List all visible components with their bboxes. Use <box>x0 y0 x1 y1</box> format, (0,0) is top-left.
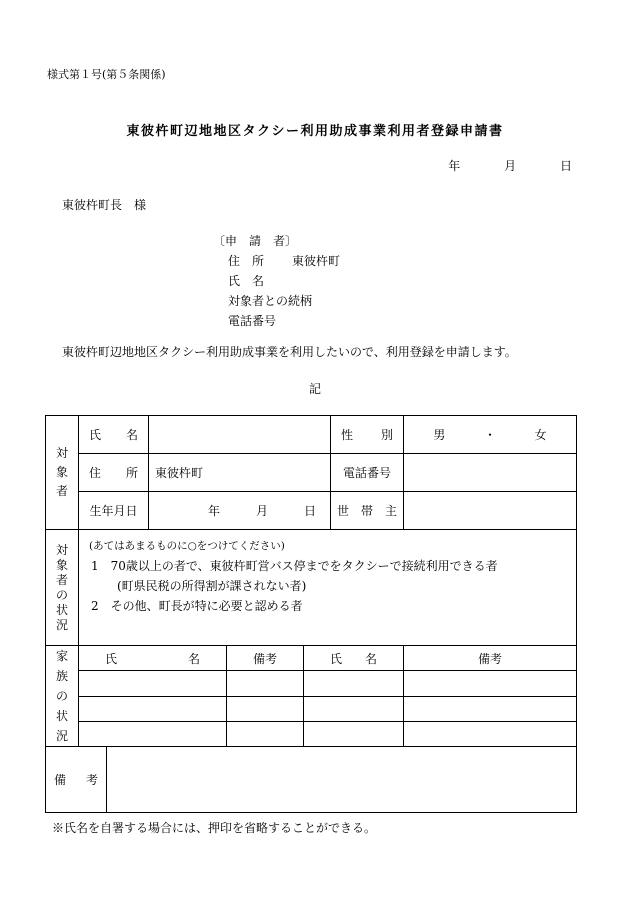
situation-heading: 対 象 者 の 状 況 <box>46 530 79 646</box>
family-remarks-field[interactable] <box>227 671 304 696</box>
situation-instruction: (あてはあまるものに○をつけてください) <box>89 540 285 552</box>
table-row <box>46 492 577 530</box>
name-field[interactable] <box>149 416 331 454</box>
family-remarks-header-2: 備考 <box>404 646 577 671</box>
name-label: 氏 名 <box>79 416 149 454</box>
sex-male: 男 <box>433 428 446 442</box>
applicant-address-label: 住 所 <box>228 254 265 268</box>
household-field[interactable] <box>404 492 577 530</box>
date-line <box>426 157 572 174</box>
birth-field[interactable]: 年 月 日 <box>149 492 331 530</box>
address-label: 住 所 <box>79 454 149 492</box>
family-heading: 家 族 の 状 況 <box>46 646 79 747</box>
date-month: 月 <box>504 159 517 173</box>
table-row <box>46 696 577 721</box>
table-row <box>46 721 577 746</box>
family-remarks-field[interactable] <box>404 721 577 746</box>
phone-field[interactable] <box>404 454 577 492</box>
family-remarks-field[interactable] <box>404 671 577 696</box>
phone-label: 電話番号 <box>331 454 404 492</box>
date-year: 年 <box>448 159 461 173</box>
applicant-relation-label: 対象者との続柄 <box>228 294 313 308</box>
document-title: 東彼杵町辺地地区タクシー利用助成事業利用者登録申請書 <box>126 124 504 139</box>
situation-item-2[interactable]: 2 その他、町長が特に必要と認める者 <box>91 599 303 613</box>
subject-heading: 対 象 者 <box>46 416 79 530</box>
applicant-phone-label: 電話番号 <box>228 314 277 328</box>
sex-label: 性 別 <box>331 416 404 454</box>
application-table <box>45 415 577 813</box>
sex-field[interactable]: 男 ・ 女 <box>404 416 577 454</box>
sex-female: 女 <box>534 428 547 442</box>
situation-cell[interactable] <box>79 530 577 646</box>
applicant-address-row <box>213 251 340 271</box>
family-name-field[interactable] <box>304 721 404 746</box>
table-row <box>46 416 577 454</box>
address-field[interactable]: 東彼杵町 <box>149 454 331 492</box>
family-name-header: 氏 名 <box>79 646 227 671</box>
family-name-field[interactable] <box>79 721 227 746</box>
family-remarks-field[interactable] <box>227 696 304 721</box>
family-remarks-header: 備考 <box>227 646 304 671</box>
remarks-field[interactable] <box>107 747 577 813</box>
table-row <box>46 671 577 696</box>
table-row <box>46 454 577 492</box>
situation-item-1[interactable]: 1 70歳以上の者で、東彼杵町営バス停までをタクシーで接続利用できる者 <box>91 559 498 573</box>
birth-label: 生年月日 <box>79 492 149 530</box>
ki-heading: 記 <box>308 382 321 396</box>
footnote: ※氏名を自署する場合には、押印を省略することができる。 <box>52 821 377 835</box>
remarks-label: 備 考 <box>46 747 107 813</box>
household-label: 世 帯 主 <box>331 492 404 530</box>
applicant-address-value: 東彼杵町 <box>292 254 341 268</box>
family-remarks-field[interactable] <box>404 696 577 721</box>
family-name-field[interactable] <box>304 671 404 696</box>
family-name-header-2: 氏 名 <box>304 646 404 671</box>
date-day: 日 <box>559 159 572 173</box>
form-number: 様式第１号(第５条関係) <box>47 68 166 81</box>
situation-item-1-note: (町県民税の所得割が課されない者) <box>117 579 307 593</box>
table-row <box>46 747 577 813</box>
family-name-field[interactable] <box>304 696 404 721</box>
applicant-heading: 〔申 請 者〕 <box>213 234 298 248</box>
application-statement: 東彼杵町辺地地区タクシー利用助成事業を利用したいので、利用登録を申請します。 <box>62 345 517 359</box>
family-name-field[interactable] <box>79 671 227 696</box>
family-remarks-field[interactable] <box>227 721 304 746</box>
applicant-block <box>213 231 340 331</box>
table-row <box>46 646 577 671</box>
applicant-name-label: 氏 名 <box>228 274 265 288</box>
table-row <box>46 530 577 646</box>
addressee: 東彼杵町長 様 <box>62 198 147 212</box>
family-name-field[interactable] <box>79 696 227 721</box>
